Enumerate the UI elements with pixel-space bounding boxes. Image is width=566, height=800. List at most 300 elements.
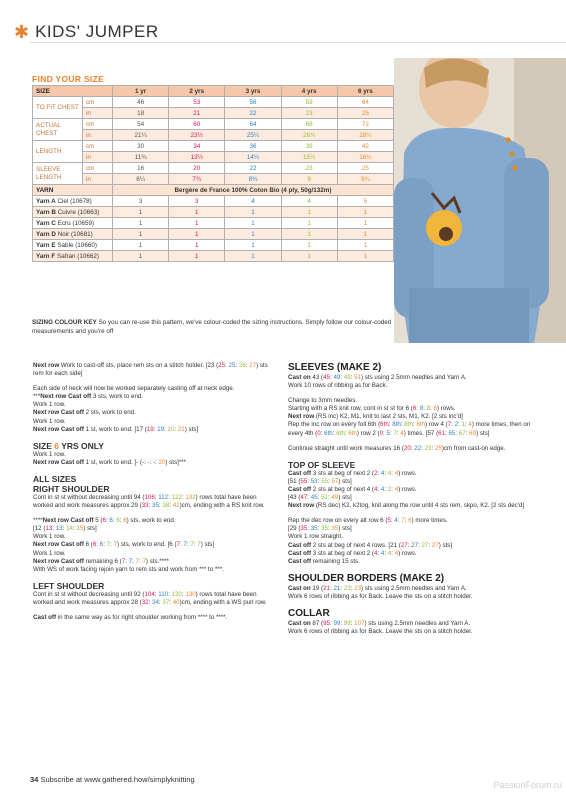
size-value: 34 <box>152 598 159 606</box>
size-value: 55 <box>321 477 328 485</box>
instruction-paragraph <box>33 614 273 622</box>
size-value: 6 <box>109 517 113 525</box>
value-cell: 26¾ <box>281 130 337 141</box>
instruction-text: SLEEVES (MAKE 2) <box>288 362 382 373</box>
instruction-text: : <box>193 541 198 549</box>
size-value: 6th <box>336 429 345 437</box>
yarn-qty: 1 <box>113 207 169 218</box>
size-value: 4 <box>380 549 385 557</box>
size-value: 7 <box>113 541 118 549</box>
value-cell: 13½ <box>169 152 225 163</box>
instruction-text: ) times. [57 ( <box>403 429 439 437</box>
yarn-colour: Sable (10660) <box>55 241 97 249</box>
instruction-text: : <box>179 541 184 549</box>
instruction-text: Work 1 row. <box>33 533 66 541</box>
size-value: 20 <box>167 425 175 433</box>
yarn-qty: 1 <box>113 218 169 229</box>
instruction-text: ) rows total have been worked and work measures approx 28 ( <box>33 590 257 606</box>
size-value: 7 <box>142 557 146 565</box>
instruction-text: ) sts] <box>83 525 97 533</box>
instruction-text: : <box>225 362 229 369</box>
value-cell: 28¼ <box>337 130 393 141</box>
instruction-text: : <box>329 374 334 381</box>
size-value: 1 <box>461 421 465 429</box>
size-col-header: 1 yr <box>113 86 169 97</box>
instruction-text: : <box>139 557 143 565</box>
yarn-qty: 1 <box>113 251 169 262</box>
instruction-text: : <box>332 429 337 437</box>
instruction-text: : <box>389 429 394 437</box>
unit-cell: in <box>83 152 113 163</box>
instruction-text: : <box>307 477 311 485</box>
value-cell: 22 <box>225 163 281 174</box>
instruction-keyword: Cast off <box>288 541 312 549</box>
instruction-text: ) sts using 2.5mm needles and Yarn A. <box>361 374 467 381</box>
instruction-paragraph <box>288 421 538 437</box>
spacer <box>288 566 538 573</box>
size-value: 4 <box>394 517 398 525</box>
instruction-text: : <box>317 494 322 502</box>
instruction-paragraph <box>33 541 273 549</box>
yarn-qty: 1 <box>169 229 225 240</box>
instruction-paragraph <box>288 620 538 628</box>
size-value: 23 <box>354 584 362 592</box>
instruction-keyword: Next row Cast off <box>42 517 94 525</box>
instruction-text: 19 ( <box>310 584 324 592</box>
spacer <box>288 438 538 445</box>
instruction-paragraph <box>288 374 538 382</box>
instruction-text: : <box>391 485 395 493</box>
value-cell: 34 <box>169 141 225 152</box>
value-cell: 54 <box>113 119 169 130</box>
measurement-row <box>33 119 394 130</box>
yarn-qty: 1 <box>281 229 337 240</box>
asterisk-icon: ✱ <box>14 22 30 42</box>
instruction-text: 2 sts at beg of next 4 rows. [21 ( <box>311 541 401 549</box>
instruction-keyword: Next row <box>288 413 315 421</box>
instruction-text: : <box>174 425 178 433</box>
yarn-colour: Ecru (10659) <box>55 219 95 227</box>
value-cell: 15¼ <box>281 152 337 163</box>
yarn-name <box>33 251 113 262</box>
instruction-text: : <box>327 477 332 485</box>
instruction-text: : <box>103 541 107 549</box>
instruction-text: : <box>105 517 110 525</box>
size-value: 4 <box>373 549 378 557</box>
instruction-text: ) sts] <box>338 494 352 502</box>
instruction-text: )cm, ending with a RS knit row. <box>179 502 265 510</box>
section-heading <box>33 484 273 494</box>
yarn-label: Yarn F <box>36 252 56 260</box>
size-value: 35 <box>310 525 318 533</box>
instruction-text: ALL SIZES <box>33 473 77 484</box>
instruction-text: : <box>451 421 455 429</box>
yarn-row <box>33 229 394 240</box>
page-number: 34 <box>30 775 39 784</box>
size-value: 51 <box>354 374 362 381</box>
size-value: 47 <box>300 494 308 502</box>
sizing-colour-key <box>32 318 392 336</box>
instruction-paragraph <box>33 362 273 378</box>
instruction-paragraph <box>288 486 538 494</box>
instruction-text: : <box>391 549 395 557</box>
instruction-paragraph <box>288 397 538 405</box>
instruction-text: : <box>62 525 67 533</box>
size-value: 6th <box>324 429 333 437</box>
size-value: 20 <box>158 458 166 466</box>
size-value: 4 <box>394 485 399 493</box>
section-heading <box>288 460 538 470</box>
instruction-text: ) row 2 ( <box>356 429 380 437</box>
instruction-text: : <box>445 429 449 437</box>
instruction-text: (RS dec) K2, k2tog, knit along the row until 4 sts rem, skpo, K2. [2 sts dec'd] <box>314 502 525 510</box>
instruction-text: ) row 4 ( <box>424 421 448 429</box>
yarn-qty: 1 <box>337 240 393 251</box>
instruction-text: : <box>377 469 381 477</box>
instruction-text: ) rows. <box>437 405 456 413</box>
yarn-row <box>33 251 394 262</box>
instruction-text: ) rows. <box>398 469 417 477</box>
instructions-left-column <box>33 362 273 622</box>
size-value: 7 <box>176 541 180 549</box>
size-value: 49 <box>333 374 341 381</box>
value-cell: 42 <box>337 141 393 152</box>
instruction-text: : <box>407 541 412 549</box>
yarn-label: Yarn A <box>36 197 56 205</box>
size-value: 32 <box>141 598 149 606</box>
size-value: 35 <box>300 525 308 533</box>
instruction-text: : <box>383 429 387 437</box>
instruction-text: : <box>390 517 395 525</box>
size-table-heading: FIND YOUR SIZE <box>32 74 105 84</box>
value-cell: 46 <box>113 97 169 108</box>
instruction-text: ) sts using 2.5mm needles and Yarn A. <box>361 584 467 592</box>
yarn-label: Yarn D <box>36 230 56 238</box>
instruction-text: ) rows. <box>398 549 417 557</box>
instruction-text: Rep the dec row on every alt row 6 ( <box>288 517 388 525</box>
measurement-row <box>33 163 394 174</box>
instructions-right-column <box>288 362 538 636</box>
yarn-row <box>33 207 394 218</box>
yarn-qty: 1 <box>281 218 337 229</box>
size-col-header: 3 yrs <box>225 86 281 97</box>
size-value: 6 <box>99 541 104 549</box>
instruction-text: Work 10 rows of ribbing as for Back. <box>288 382 388 390</box>
instruction-text: : <box>388 421 393 429</box>
unit-cell: in <box>83 130 113 141</box>
instruction-text: : <box>320 429 325 437</box>
size-value: 51 <box>321 494 328 502</box>
size-value: 0 <box>317 429 321 437</box>
instruction-text: : <box>377 485 381 493</box>
spacer <box>33 607 273 614</box>
size-value: 6 <box>116 517 120 525</box>
instruction-text: : <box>410 444 415 452</box>
size-value: 7 <box>393 429 397 437</box>
instruction-text: : <box>235 362 239 369</box>
instruction-text: : <box>329 584 334 592</box>
instruction-text: : <box>186 541 191 549</box>
yarn-colour: Safran (10662) <box>55 252 100 260</box>
value-cell: 60 <box>169 119 225 130</box>
value-cell: 20 <box>169 163 225 174</box>
yarn-row <box>33 196 394 207</box>
yarn-name <box>33 218 113 229</box>
child-illustration <box>394 58 566 343</box>
footer-text: Subscribe at www.gathered.how/simplyknitting <box>40 775 195 784</box>
size-value: 7 <box>401 517 405 525</box>
instruction-paragraph <box>33 533 273 541</box>
instruction-text: ) sts, work to end. <box>126 517 176 525</box>
size-value: 35 <box>152 502 159 510</box>
instruction-text: : <box>404 517 409 525</box>
spacer <box>33 467 273 474</box>
instruction-text: 87 ( <box>310 619 324 627</box>
instruction-text: : <box>317 525 322 533</box>
size-value: 8th <box>416 421 425 429</box>
instruction-keyword: Next row <box>33 362 60 369</box>
instruction-text: remaining 15 sts. <box>311 557 360 565</box>
size-value: 8th <box>404 421 413 429</box>
instruction-text: Work 1 row. <box>33 417 66 425</box>
instruction-text: Work 6 rows of ribbing as for Back. Leave the sts on a stitch holder. <box>288 592 473 600</box>
size-value: 4 <box>394 469 399 477</box>
size-value: 27 <box>431 541 439 549</box>
instruction-text: : <box>181 590 186 598</box>
measurement-row <box>33 97 394 108</box>
watermark: PassionForum.ru <box>493 780 562 790</box>
instruction-text: Work 6 rows of ribbing as for Back. Leave the sts on a stitch holder. <box>288 628 473 636</box>
instruction-text: : <box>148 502 153 510</box>
instruction-keyword: Cast off <box>288 469 312 477</box>
size-value: 6 <box>54 440 59 451</box>
instruction-text: LEFT SHOULDER <box>33 580 105 591</box>
size-value: 7 <box>121 557 126 565</box>
yarn-qty: 3 <box>113 196 169 207</box>
yarn-qty: 1 <box>337 218 393 229</box>
instruction-text: 5 ( <box>93 517 103 525</box>
yarn-qty: 5 <box>337 196 393 207</box>
instruction-text: YRS ONLY <box>59 440 104 451</box>
instruction-keyword: Next row <box>288 502 315 510</box>
yarn-label: Yarn E <box>36 241 56 249</box>
instruction-text: : <box>418 541 422 549</box>
size-header: SIZE <box>33 86 113 97</box>
value-cell: 16½ <box>337 152 393 163</box>
spacer <box>33 378 273 385</box>
value-cell: 25 <box>337 108 393 119</box>
yarn-description: Bergère de France 100% Coton Bio (4 ply, 50g/132m) <box>113 185 394 196</box>
size-value: 35 <box>331 525 339 533</box>
instruction-text: Work 1 row straight. <box>288 533 343 541</box>
size-value: 21 <box>323 584 330 592</box>
instruction-text: : <box>340 584 344 592</box>
value-cell: 14¼ <box>225 152 281 163</box>
size-value: 21 <box>333 584 341 592</box>
instruction-paragraph <box>33 550 273 558</box>
yarn-qty: 1 <box>113 240 169 251</box>
yarn-colour: Cuivre (10663) <box>55 208 100 216</box>
size-value: 7 <box>183 541 187 549</box>
instruction-text: : <box>158 598 163 606</box>
spacer <box>288 601 538 608</box>
size-value: 27 <box>411 541 419 549</box>
instruction-paragraph <box>288 405 538 413</box>
yarn-qty: 1 <box>225 229 281 240</box>
yarn-qty: 1 <box>225 240 281 251</box>
size-value: 5 <box>387 517 391 525</box>
instruction-text: 2 sts, work to end. <box>83 409 136 417</box>
size-value: 2 <box>373 469 378 477</box>
instruction-text: : <box>428 541 432 549</box>
size-value: 4 <box>400 429 404 437</box>
instruction-text: : <box>465 429 470 437</box>
size-value: 27 <box>249 362 257 369</box>
value-cell: 8¾ <box>225 174 281 185</box>
instruction-text: : <box>327 494 332 502</box>
instruction-paragraph <box>33 409 273 417</box>
instruction-text: ) more times. <box>411 517 448 525</box>
measurement-label: ACTUAL CHEST <box>33 119 83 141</box>
instruction-paragraph <box>288 558 538 566</box>
instruction-text: Work to cast-off sts, place rem sts on a stitch holder. [23 ( <box>59 362 219 369</box>
instruction-text: 2 sts at beg of next 4 ( <box>311 485 374 493</box>
measurement-row <box>33 108 394 119</box>
yarn-qty: 4 <box>281 196 337 207</box>
size-value: 130 <box>185 590 196 598</box>
instruction-paragraph <box>288 413 538 421</box>
instruction-text: : <box>377 549 381 557</box>
instruction-paragraph <box>33 566 273 574</box>
size-value: 26 <box>238 362 246 369</box>
size-value: 67 <box>458 429 466 437</box>
instruction-paragraph <box>33 418 273 426</box>
spacer <box>33 510 273 517</box>
value-cell: 23 <box>281 108 337 119</box>
size-value: 8 <box>433 405 437 413</box>
instruction-keyword: Cast on <box>288 374 311 381</box>
instruction-keyword: Next row Cast off <box>33 458 84 466</box>
value-cell: 7¾ <box>169 174 225 185</box>
instruction-text: ) sts] <box>338 525 352 533</box>
size-col-header: 6 yrs <box>337 86 393 97</box>
instruction-text: ) sts] <box>184 425 199 433</box>
instruction-paragraph <box>33 393 273 401</box>
instruction-text: : <box>148 598 153 606</box>
yarn-qty: 1 <box>281 240 337 251</box>
spacer <box>288 453 538 460</box>
instruction-text: Cont in st st without decreasing until 92 ( <box>33 590 145 598</box>
size-value: 8 <box>419 405 424 413</box>
size-panel <box>28 58 394 343</box>
instruction-paragraph <box>288 628 538 636</box>
instruction-text: : <box>119 517 124 525</box>
value-cell: 23 <box>281 163 337 174</box>
yarn-qty: 1 <box>169 218 225 229</box>
instruction-text: : <box>307 494 311 502</box>
instruction-text: : <box>455 429 459 437</box>
instruction-text: : <box>169 598 173 606</box>
value-cell: 23½ <box>169 130 225 141</box>
value-cell: 9 <box>281 174 337 185</box>
size-value: 14 <box>66 525 73 533</box>
instruction-text: 1 st, work to end. [- (-: -: -: <box>83 458 159 466</box>
instruction-text: in the same way as for right shoulder working from **** to ****. <box>56 613 228 621</box>
size-value: 4 <box>380 469 385 477</box>
measurement-label: LENGTH <box>33 141 83 163</box>
value-cell: 9¾ <box>337 174 393 185</box>
value-cell: 64 <box>225 119 281 130</box>
yarn-qty: 1 <box>225 218 281 229</box>
yarn-qty: 1 <box>225 251 281 262</box>
size-value: 25 <box>434 444 442 452</box>
yarn-name <box>33 229 113 240</box>
instruction-text: : <box>327 525 332 533</box>
instruction-text: ) sts] <box>200 541 215 549</box>
instruction-keyword: Next row Cast off <box>33 409 84 417</box>
instruction-text: ) rows. <box>398 485 417 493</box>
instruction-text: Cont in st st without decreasing until 94 ( <box>33 493 145 501</box>
instruction-text: 1 st, work to end. [17 ( <box>83 425 147 433</box>
instruction-paragraph <box>288 494 538 502</box>
size-value: 6th <box>348 429 357 437</box>
instruction-text: RIGHT SHOULDER <box>33 483 110 494</box>
instruction-text: (RS inc) K2, M1, knit to last 2 sts, M1, K2. [2 sts inc'd] <box>314 413 463 421</box>
yarn-qty: 4 <box>225 196 281 207</box>
instruction-text: [12 ( <box>33 525 46 533</box>
instruction-text: : <box>245 362 250 369</box>
instruction-text: SHOULDER BORDERS (MAKE 2) <box>288 572 445 584</box>
size-value: 106 <box>144 493 155 501</box>
size-value: 6 <box>102 517 106 525</box>
size-value: 22 <box>414 444 422 452</box>
instruction-text: 3 sts at beg of next 2 ( <box>311 549 374 557</box>
page-header <box>14 22 159 42</box>
section-heading <box>288 362 538 374</box>
spacer <box>33 434 273 441</box>
yarn-qty: 1 <box>281 207 337 218</box>
instruction-paragraph <box>33 426 273 434</box>
instruction-text: : <box>464 421 469 429</box>
section-heading <box>33 474 273 484</box>
instruction-text: : <box>412 421 417 429</box>
value-cell: 25¼ <box>225 130 281 141</box>
yarn-qty: 1 <box>225 207 281 218</box>
instruction-text: Each side of neck will now be worked separately casting off at neck edge. <box>33 385 235 393</box>
size-col-header: 4 yrs <box>281 86 337 97</box>
spacer <box>288 510 538 517</box>
instruction-paragraph <box>33 525 273 533</box>
instruction-text: ) more times, then on every 4th ( <box>288 421 531 437</box>
size-value: 99 <box>333 619 341 627</box>
size-value: 21 <box>177 425 185 433</box>
instruction-paragraph <box>288 533 538 541</box>
measurement-row <box>33 152 394 163</box>
instruction-text: Work 1 row. <box>33 401 66 409</box>
instruction-keyword: Next row Cast off <box>40 393 92 401</box>
instruction-text: : <box>52 525 56 533</box>
unit-cell: in <box>83 174 113 185</box>
instruction-text: Rep the inc row on every foll 6th ( <box>288 421 381 429</box>
yarn-qty: 1 <box>337 251 393 262</box>
size-value: 112 <box>158 493 169 501</box>
size-value: 5 <box>386 429 390 437</box>
size-value: 53 <box>310 477 318 485</box>
instruction-text: Continue straight until work measures 16 ( <box>288 444 404 452</box>
size-value: 110 <box>158 590 169 598</box>
section-heading <box>288 573 538 585</box>
instruction-paragraph <box>288 585 538 593</box>
